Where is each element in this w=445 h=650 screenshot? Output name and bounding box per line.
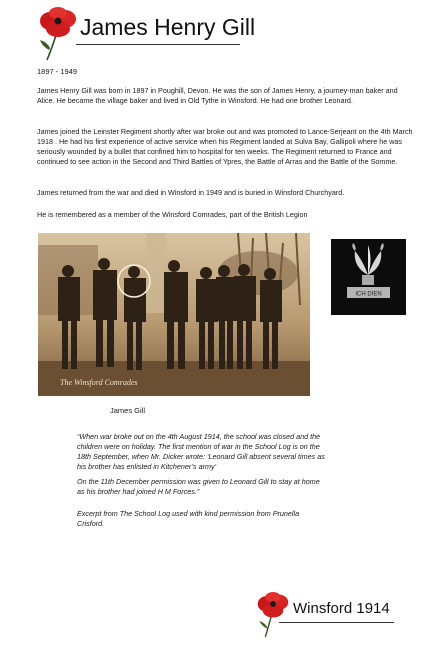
school-log-quote: “When war broke out on the 4th August 1914, the school was closed and the children were on holiday. The first mention of war in the School Log is on the 18th September, when Mr. Dicker wrote: ‘Leonard Gill absent several times as his brother has enlisted in Kitchener’s army’ [77, 432, 325, 471]
poppy-icon [38, 6, 78, 62]
biography-paragraph: He is remembered as a member of the Winsford Comrades, part of the British Legion [37, 210, 308, 219]
title-underline [76, 44, 240, 45]
prince-of-wales-feathers-badge [331, 239, 406, 315]
poppy-icon [256, 591, 290, 639]
school-log-quote: On the 11th December permission was given to Leonard Gill to stay at home as his brother had joined H M Forces.” [77, 477, 320, 496]
excerpt-credit: Excerpt from The School Log used with kind permission from Prunella Crisford. [77, 509, 300, 528]
footer-title: Winsford 1914 [293, 600, 390, 617]
badge-motto: ICH DIEN [355, 291, 382, 298]
photo-inscription: The Winsford Comrades [60, 378, 138, 387]
biography-paragraph: James returned from the war and died in Winsford in 1949 and is buried in Winsford Churchyard. [37, 188, 345, 197]
biography-paragraph: James joined the Leinster Regiment shortly after war broke out and was promoted to Lance-Serjeant on the 4th March 1918 . He had his first experience of active service when his Regiment landed at Sulva Bay, Gallipoli where he was seriously wounded by a bullet that confined him to hospital for ten weeks. The Regiment returned to France and continued to see action in the Second and Third Battles of Ypres, the Battle of Arras and the Battle of the Somme. [37, 127, 413, 166]
biography-paragraph: James Henry Gill was born in 1897 in Poughill, Devon. He was the son of James Henry, a journey-man baker and Alice. He became the village baker and lived in Old Tythe in Winsford. He had one brother Leonard. [37, 86, 398, 105]
photo-caption: James Gill [110, 406, 146, 415]
group-photo [38, 233, 310, 396]
footer-underline [279, 622, 394, 623]
page-title: James Henry Gill [80, 14, 256, 40]
life-dates: 1897 - 1949 [37, 67, 78, 76]
